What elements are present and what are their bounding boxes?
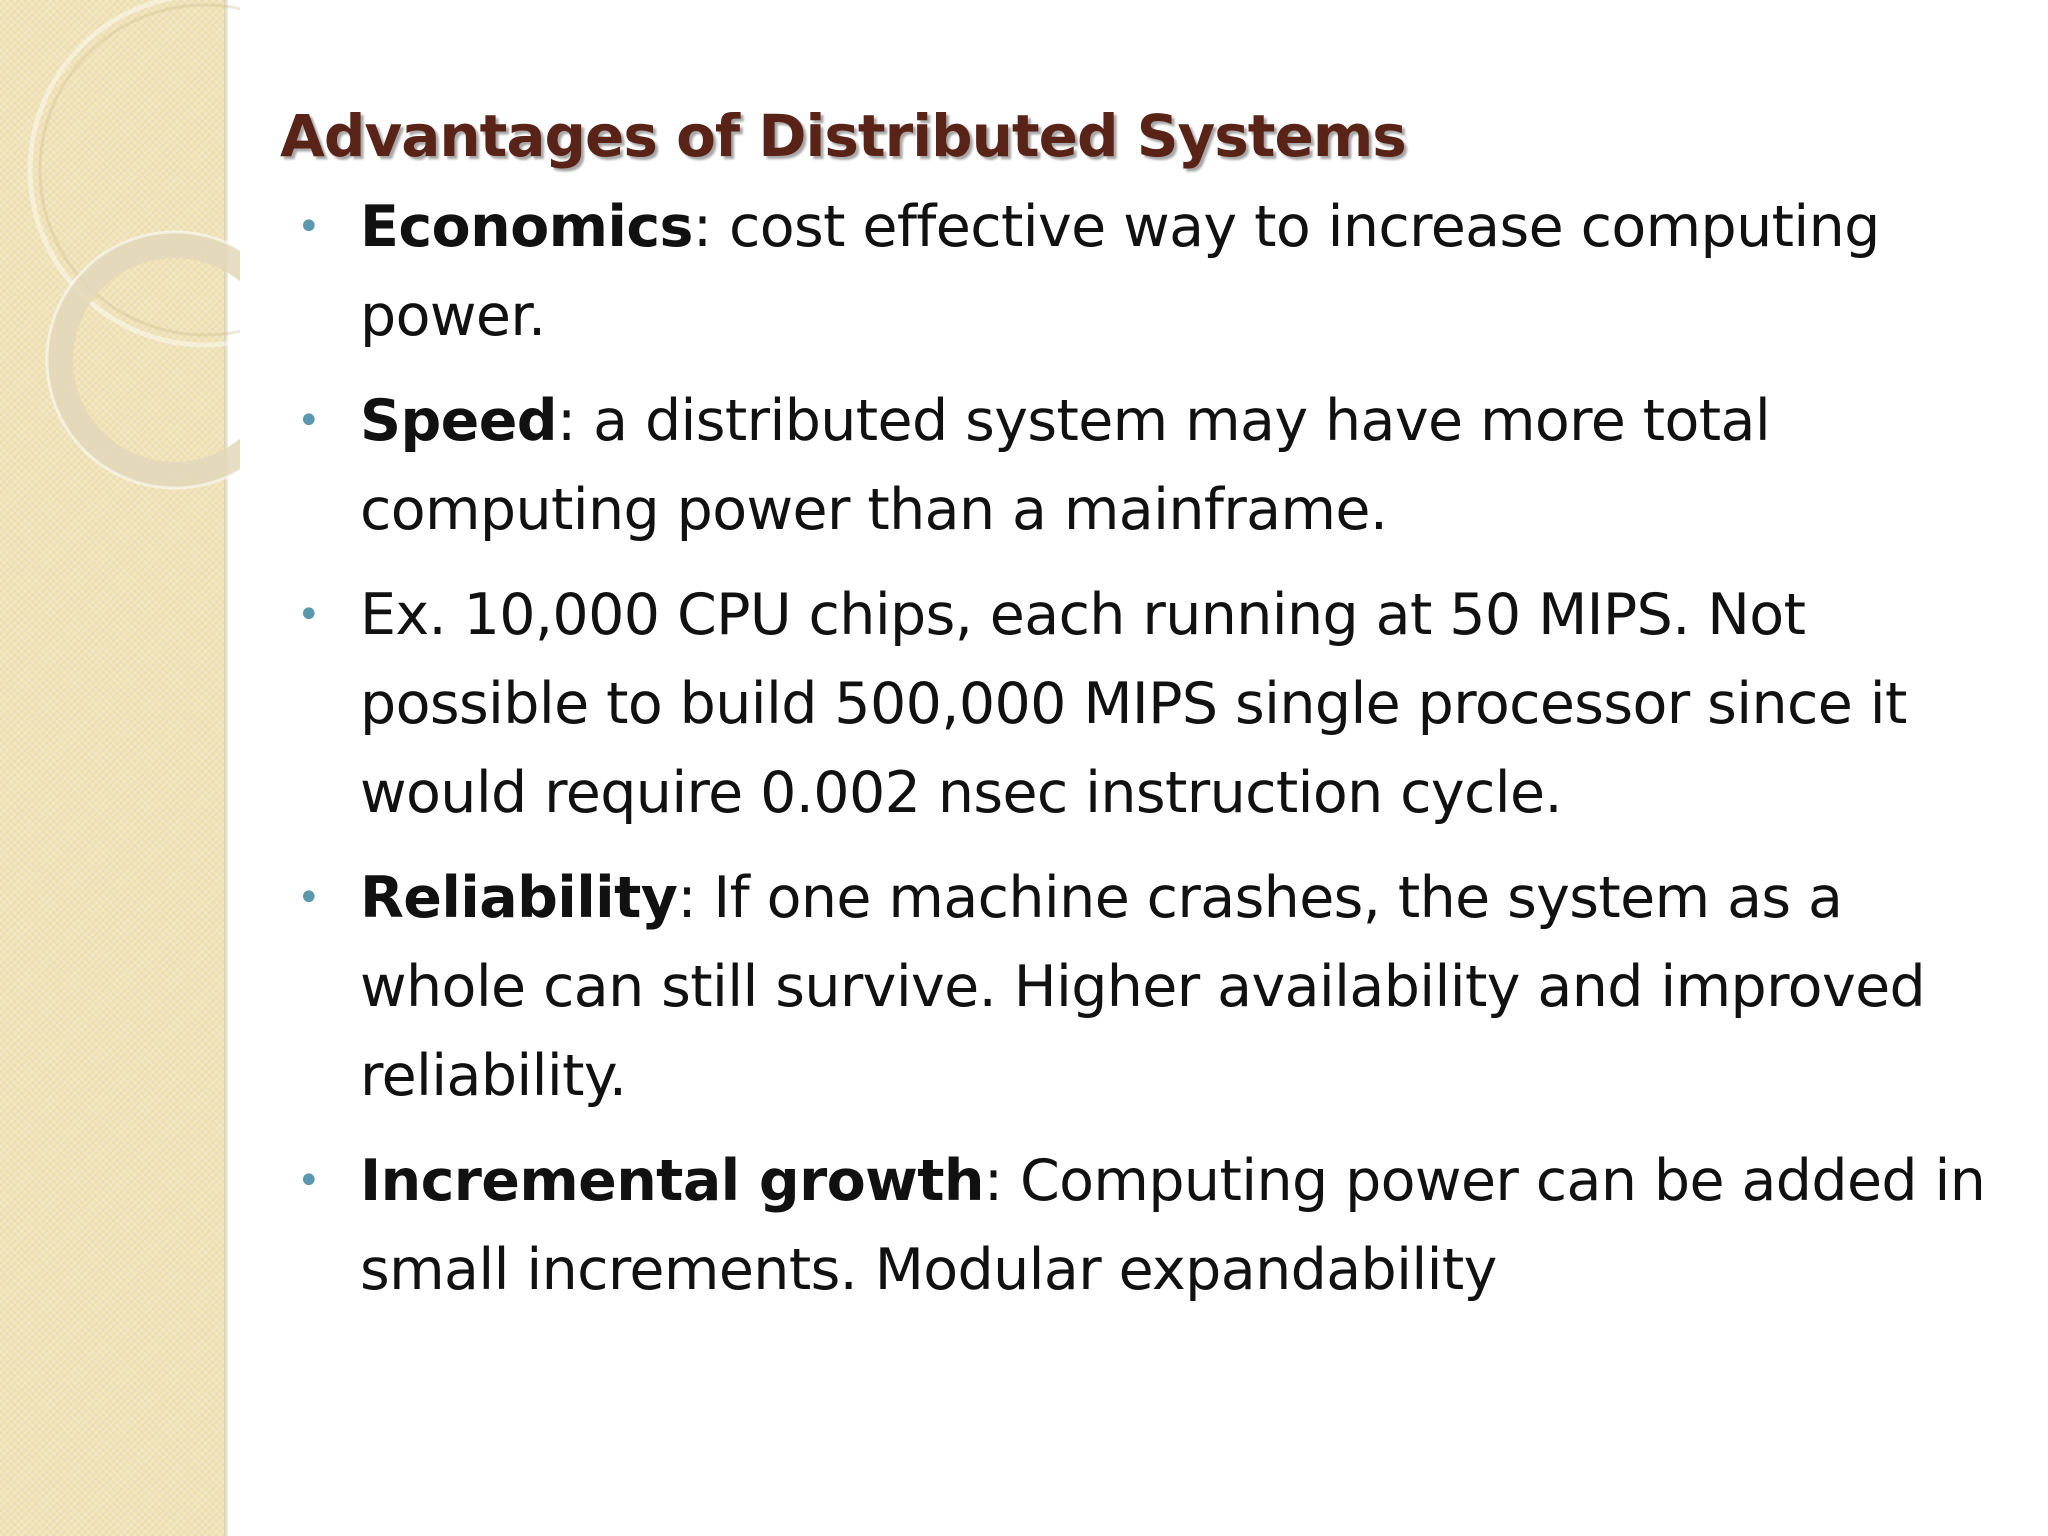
bullet-icon: • <box>297 591 320 638</box>
bullet-list <box>280 183 2000 1315</box>
bullet-term: Reliability <box>360 864 678 931</box>
bullet-item-reliability <box>280 854 2000 1121</box>
bullet-term: Economics <box>360 193 693 260</box>
bullet-text: : a distributed system may have more total computing power than a mainframe. <box>360 387 1771 543</box>
bullet-icon: • <box>297 874 320 921</box>
slide-content <box>280 100 2000 1331</box>
bullet-item-example <box>280 571 2000 838</box>
bullet-item-economics <box>280 183 2000 361</box>
slide-title: Advantages of Distributed Systems <box>280 102 1406 170</box>
bullet-icon: • <box>297 1157 320 1204</box>
decorative-rings <box>0 0 240 520</box>
bullet-item-incremental-growth <box>280 1137 2000 1315</box>
bullet-text: Ex. 10,000 CPU chips, each running at 50 MIPS. Not possible to build 500,000 MIPS single processor since it would require 0.002 nsec instruction cycle. <box>360 581 1907 826</box>
bullet-term: Speed <box>360 387 557 454</box>
bullet-icon: • <box>297 397 320 444</box>
bullet-item-speed <box>280 377 2000 555</box>
bullet-term: Incremental growth <box>360 1147 984 1214</box>
bullet-text: : Computing power can be added in small increments. Modular expandability <box>360 1147 1986 1303</box>
bullet-text: : If one machine crashes, the system as a whole can still survive. Higher availability and improved reliability. <box>360 864 1926 1109</box>
bullet-text: : cost effective way to increase computing power. <box>360 193 1880 349</box>
bullet-icon: • <box>297 203 320 250</box>
